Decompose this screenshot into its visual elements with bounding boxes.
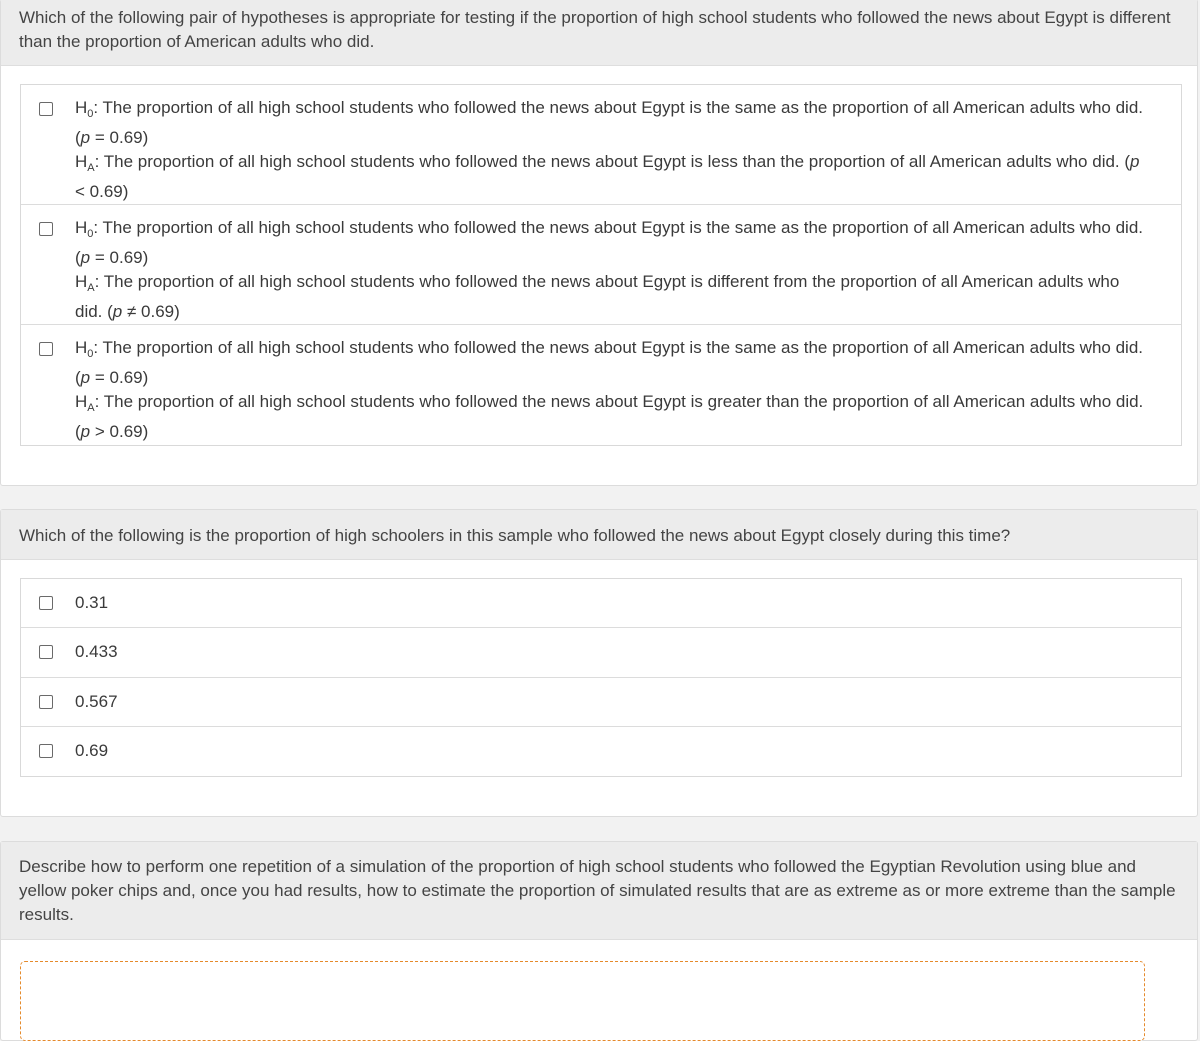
option-checkbox[interactable] — [39, 342, 53, 356]
option-label: 0.567 — [75, 692, 118, 711]
option-checkbox[interactable] — [39, 102, 53, 116]
hypothesis-option-2[interactable] — [21, 205, 1181, 325]
proportion-option-4[interactable] — [21, 727, 1181, 776]
answer-textarea[interactable] — [20, 961, 1145, 1041]
option-checkbox[interactable] — [39, 645, 53, 659]
hypothesis-option-1[interactable] — [21, 85, 1181, 205]
option-label: 0.69 — [75, 741, 109, 760]
proportion-option-2[interactable] — [21, 628, 1181, 678]
question-prompt-sample-proportion — [1, 510, 1197, 560]
option-label: 0.31 — [75, 593, 109, 612]
option-label: $H_0$: The proportion of all high school students who followed the news about Egypt is the same as the proportion of all American adults who did. (p = 0.69) $H_A$: The proportion of all high school students who followed the news about Egypt is different from the proportion of all American adults who did. (p ≠ 0.69) — [75, 218, 1143, 321]
option-checkbox[interactable] — [39, 222, 53, 236]
question-card-simulation — [0, 841, 1198, 1041]
option-checkbox[interactable] — [39, 695, 53, 709]
hypotheses-options — [20, 84, 1182, 446]
option-label: $H_0$: The proportion of all high school students who followed the news about Egypt is the same as the proportion of all American adults who did. (p = 0.69) $H_A$: The proportion of all high school students who followed the news about Egypt is less than the proportion of all American adults who did. (p < 0.69) — [75, 98, 1143, 201]
question-text: Which of the following is the proportion of high schoolers in this sample who followed the news about Egypt closely during this time? — [19, 526, 1011, 545]
proportion-option-1[interactable] — [21, 579, 1181, 628]
question-text: Which of the following pair of hypotheses is appropriate for testing if the proportion of high school students who followed the news about Egypt is different than the proportion of American adults who did. — [19, 8, 1171, 51]
question-card-hypotheses — [0, 0, 1198, 486]
question-text: Describe how to perform one repetition of a simulation of the proportion of high school students who followed the Egyptian Revolution using blue and yellow poker chips and, once you had results, how to estimate the proportion of simulated results that are as extreme as or more extreme than the sample results. — [19, 857, 1176, 924]
option-checkbox[interactable] — [39, 596, 53, 610]
question-card-sample-proportion — [0, 509, 1198, 817]
option-label: $H_0$: The proportion of all high school students who followed the news about Egypt is the same as the proportion of all American adults who did. (p = 0.69) $H_A$: The proportion of all high school students who followed the news about Egypt is greater than the proportion of all American adults who did. (p > 0.69) — [75, 338, 1144, 441]
hypothesis-option-3[interactable] — [21, 325, 1181, 445]
question-prompt-hypotheses — [1, 0, 1197, 66]
option-label: 0.433 — [75, 642, 118, 661]
proportion-option-3[interactable] — [21, 678, 1181, 727]
option-checkbox[interactable] — [39, 744, 53, 758]
question-prompt-simulation — [1, 842, 1197, 940]
proportion-options — [20, 578, 1182, 777]
